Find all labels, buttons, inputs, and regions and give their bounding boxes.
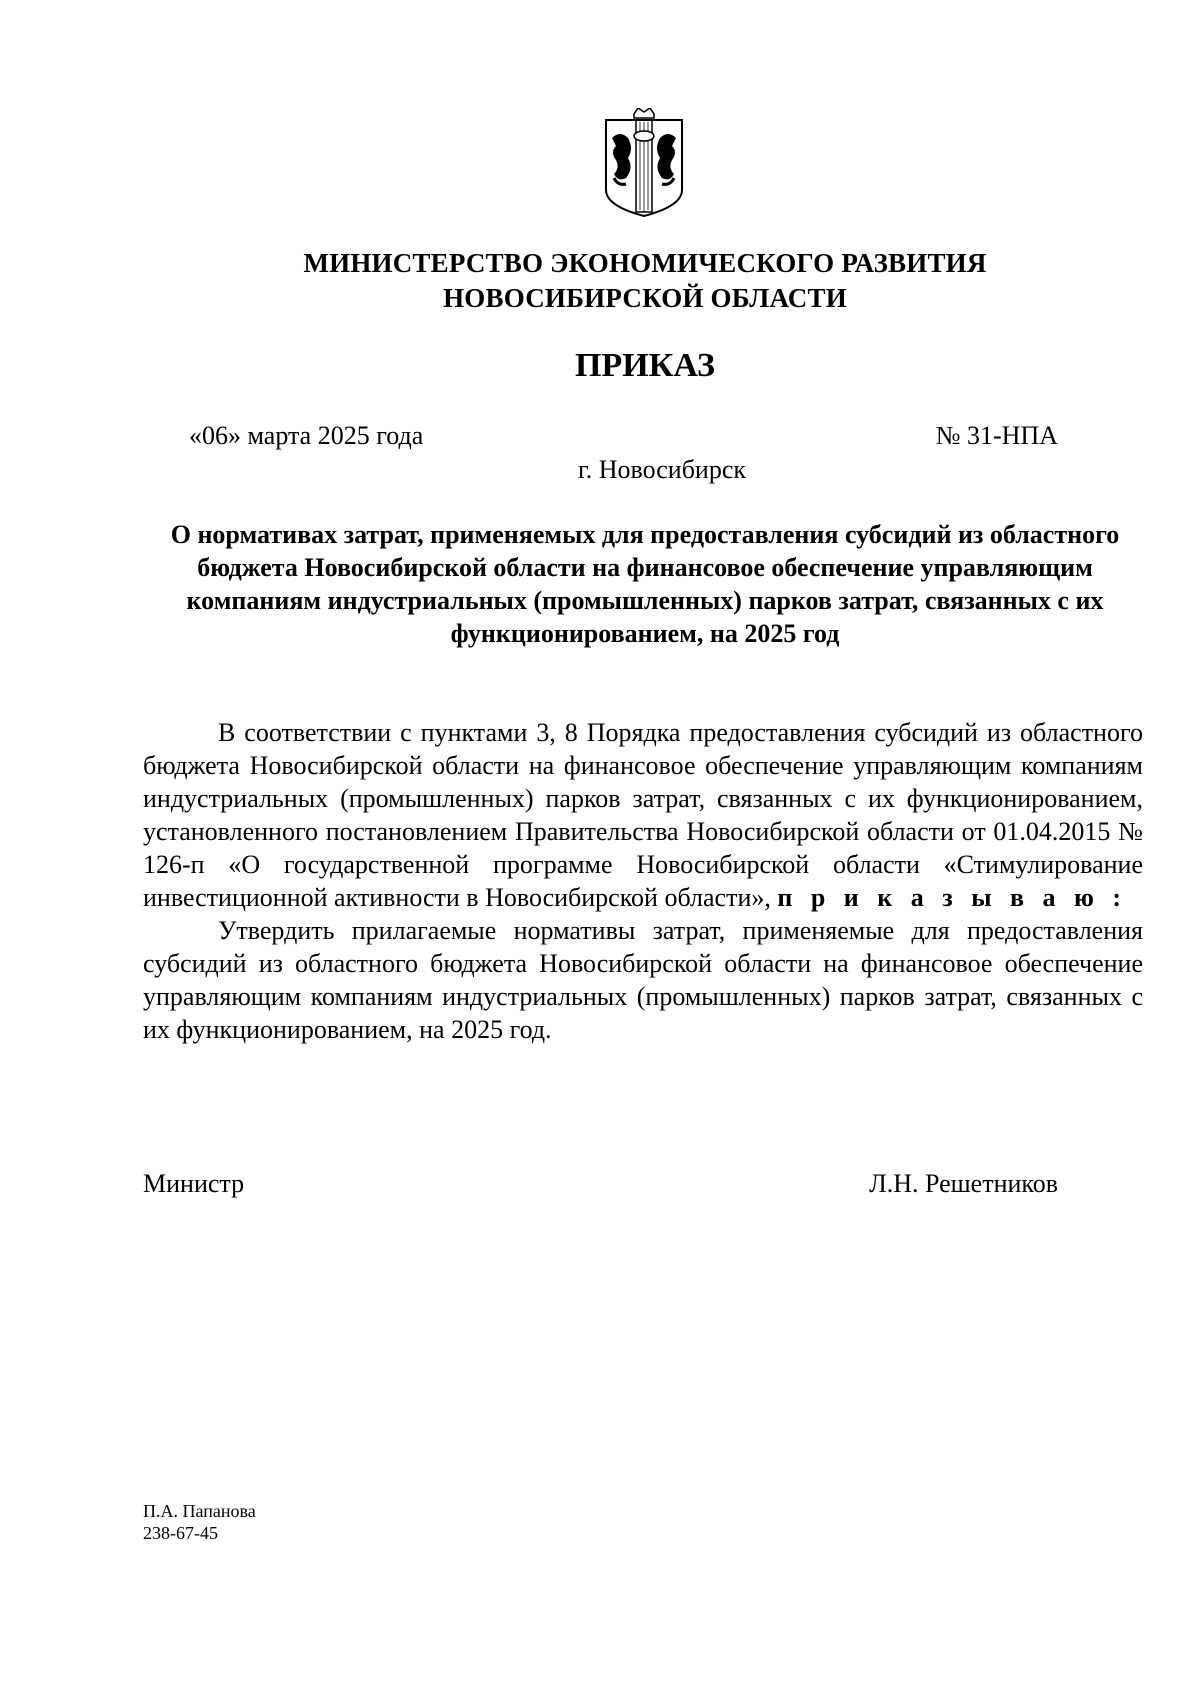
- document-date: «06» марта 2025 года: [189, 421, 424, 450]
- body-paragraph-2: Утвердить прилагаемые нормативы затрат, применяемые для предоставления субсидий из областного бюджета Новосибирской области на финансовое обеспечение управляющим компаниям индустриальных (промышленных) парков затрат, связанных с их функционированием, на 2025 год.: [143, 916, 1143, 1044]
- document-subject: О нормативах затрат, применяемых для предоставления субсидий из областного бюджета Новосибирской области на финансовое обеспечение управляющим компаниям индустриальных (промышленных) парков затрат, связанных с их функционированием, на 2025 год: [170, 520, 1120, 648]
- executor-info: [143, 1500, 256, 1544]
- document-type: ПРИКАЗ: [575, 347, 715, 384]
- body-paragraph-1-text: В соответствии с пунктами 3, 8 Порядка предоставления субсидий из областного бюджета Новосибирской области на финансовое обеспечение управляющим компаниям индустриальных (промышленных) парков затрат, связанных с их функционированием, установленного постановлением Правительства Новосибирской области от 01.04.2015 № 126-п «О государственной программе Новосибирской области «Стимулирование инвестиционной активности в Новосибирской области»,: [143, 718, 1143, 912]
- executor-name: П.А. Папанова: [143, 1501, 256, 1521]
- coat-of-arms-icon: [600, 108, 688, 220]
- document-city: г. Новосибирск: [578, 455, 747, 484]
- signer-position: Министр: [143, 1169, 245, 1198]
- order-keyword: п р и к а з ы в а ю :: [777, 883, 1128, 912]
- signer-name: Л.Н. Решетников: [869, 1169, 1058, 1198]
- ministry-name-line2: НОВОСИБИРСКОЙ ОБЛАСТИ: [443, 283, 847, 313]
- ministry-name-line1: МИНИСТЕРСТВО ЭКОНОМИЧЕСКОГО РАЗВИТИЯ: [303, 248, 987, 278]
- executor-phone: 238-67-45: [143, 1523, 218, 1543]
- ministry-name: [0, 246, 1200, 316]
- body-paragraph-1: [143, 716, 1143, 914]
- document-number: № 31-НПА: [935, 421, 1058, 450]
- document-body: [143, 716, 1143, 1046]
